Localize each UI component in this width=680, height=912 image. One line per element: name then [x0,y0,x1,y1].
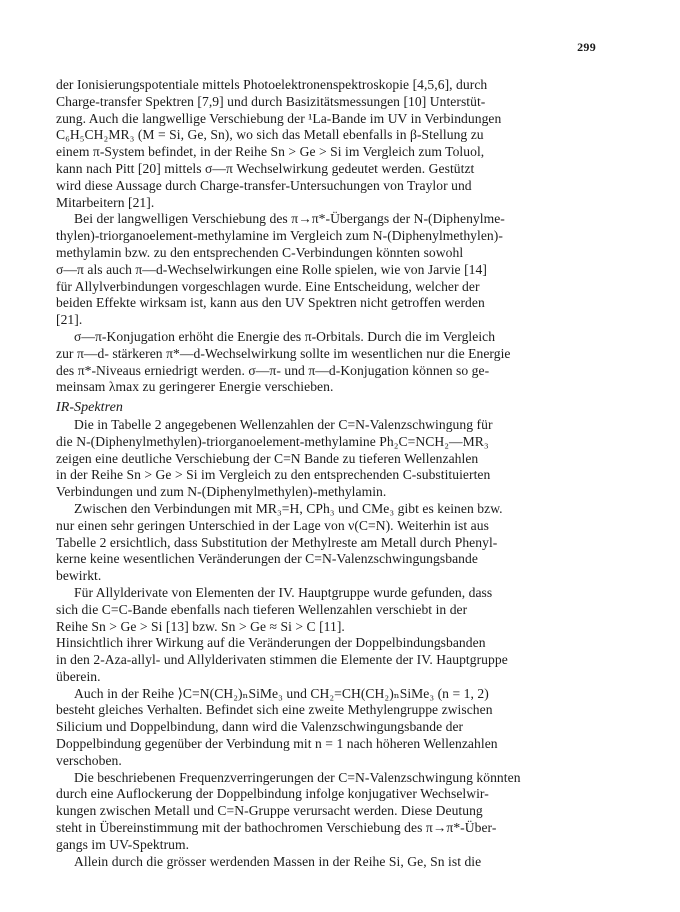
text-line: in der Reihe Sn > Ge > Si im Vergleich zu den entsprechenden C-substituierten [56,467,491,483]
paragraph-allyl [56,585,626,686]
paragraph-ionization [56,77,626,211]
text-line: σ—π als auch π—d-Wechselwirkungen eine Rolle spielen, wie von Jarvie [14] [56,261,487,277]
text-line: Verbindungen und zum N-(Diphenylmethylen)-methylamin. [56,484,387,500]
text-line: sich die C=C-Bande ebenfalls nach tieferen Wellenzahlen verschiebt in der [56,601,468,617]
text-line: durch eine Auflockerung der Doppelbindung infolge konjugativer Wechselwir- [56,786,489,802]
paragraph-frequency [56,770,626,854]
text-line: zung. Auch die langwellige Verschiebung der ¹La-Bande im UV in Verbindungen [56,110,502,126]
text-line: [21]. [56,312,83,328]
text-line: die N-(Diphenylmethylen)-triorganoelement-methylamine Ph₂C=NCH₂—MR₃ [56,433,489,449]
text-line: kerne keine wesentlichen Veränderungen der C=N-Valenzschwingungsbande [56,551,478,567]
text-line: des π*-Niveaus erniedrigt werden. σ—π- und π—d-Konjugation können so ge- [56,362,490,378]
text-line: zur π—d- stärkeren π*—d-Wechselwirkung sollte im wesentlichen nur die Energie [56,345,511,361]
text-line: Doppelbindung gegenüber der Verbindung mit n = 1 nach höheren Wellenzahlen [56,736,498,752]
text-line: σ—π-Konjugation erhöht die Energie des π-Orbitals. Durch die im Vergleich [74,328,496,344]
text-line: Tabelle 2 ersichtlich, dass Substitution der Methylreste am Metall durch Phenyl- [56,534,498,550]
text-line: Allein durch die grösser werdenden Massen in der Reihe Si, Ge, Sn ist die [74,853,482,869]
text-line: Charge-transfer Spektren [7,9] und durch Basizitätsmessungen [10] Unterstüt- [56,93,486,109]
text-line: nur einen sehr geringen Unterschied in der Lage von ν(C=N). Weiterhin ist aus [56,517,489,533]
paragraph-uv-shift [56,211,626,329]
text-line: C₆H₅CH₂MR₃ (M = Si, Ge, Sn), wo sich das Metall ebenfalls in β-Stellung zu [56,127,484,143]
text-line: zeigen eine deutliche Verschiebung der C=N Bande zu tieferen Wellenzahlen [56,450,479,466]
text-line: Auch in der Reihe ⟩C=N(CH₂)ₙSiMe₃ und CH₂=CH(CH₂)ₙSiMe₃ (n = 1, 2) [74,685,489,701]
text-line: steht in Übereinstimmung mit der bathochromen Verschiebung des π→π*-Über- [56,820,497,836]
text-line: Bei der langwelligen Verschiebung des π→π*-Übergangs der N-(Diphenylme- [74,211,505,227]
text-line: einem π-System befindet, in der Reihe Sn > Ge > Si im Vergleich zum Toluol, [56,144,485,160]
text-line: beiden Effekte wirksam ist, kann aus den UV Spektren nicht getroffen werden [56,295,485,311]
paragraph-conjugation [56,329,626,396]
text-line: Für Allylderivate von Elementen der IV. Hauptgruppe wurde gefunden, dass [74,584,493,600]
text-line: Hinsichtlich ihrer Wirkung auf die Veränderungen der Doppelbindungsbanden [56,635,486,651]
text-line: Reihe Sn > Ge > Si [13] bzw. Sn > Ge ≈ Si > C [11]. [56,618,345,634]
text-line: wird diese Aussage durch Charge-transfer-Untersuchungen von Traylor und [56,177,472,193]
text-line: bewirkt. [56,568,102,584]
text-line: besteht gleiches Verhalten. Befindet sich eine zweite Methylengruppe zwischen [56,702,493,718]
text-line: meinsam λmax zu geringerer Energie verschieben. [56,379,334,395]
paragraph-substituents [56,501,626,585]
text-line: für Allylverbindungen vorgeschlagen wurde. Eine Entscheidung, welcher der [56,278,480,294]
text-line: Mitarbeitern [21]. [56,194,155,210]
paragraph-methylene [56,686,626,770]
paragraph-masses [56,854,626,871]
text-line: Die beschriebenen Frequenzverringerungen der C=N-Valenzschwingung könnten [74,769,521,785]
text-line: verschoben. [56,752,122,768]
text-line: kungen zwischen Metall und C=N-Gruppe verursacht werden. Diese Deutung [56,803,483,819]
text-line: methylamin bzw. zu den entsprechenden C-Verbindungen könnten sowohl [56,244,464,260]
text-line: in den 2-Aza-allyl- und Allylderivaten stimmen die Elemente der IV. Hauptgruppe [56,652,508,668]
page-number: 299 [577,40,596,54]
text-line: der Ionisierungspotentiale mittels Photoelektronenspektroskopie [4,5,6], durch [56,77,488,92]
body-text [56,77,626,870]
text-line: Die in Tabelle 2 angegebenen Wellenzahlen der C=N-Valenzschwingung für [74,416,493,432]
text-line: Silicium und Doppelbindung, dann wird die Valenzschwingungsbande der [56,719,464,735]
section-heading: IR-Spektren [56,400,123,416]
text-line: kann nach Pitt [20] mittels σ—π Wechselwirkung gedeutet werden. Gestützt [56,160,475,176]
text-line: gangs im UV-Spektrum. [56,836,190,852]
text-line: Zwischen den Verbindungen mit MR₃=H, CPh₃ und CMe₃ gibt es keinen bzw. [74,500,503,516]
text-line: thylen)-triorganoelement-methylamine im Vergleich zum N-(Diphenylmethylen)- [56,228,503,244]
paragraph-ir-table [56,417,626,501]
text-line: überein. [56,668,101,684]
